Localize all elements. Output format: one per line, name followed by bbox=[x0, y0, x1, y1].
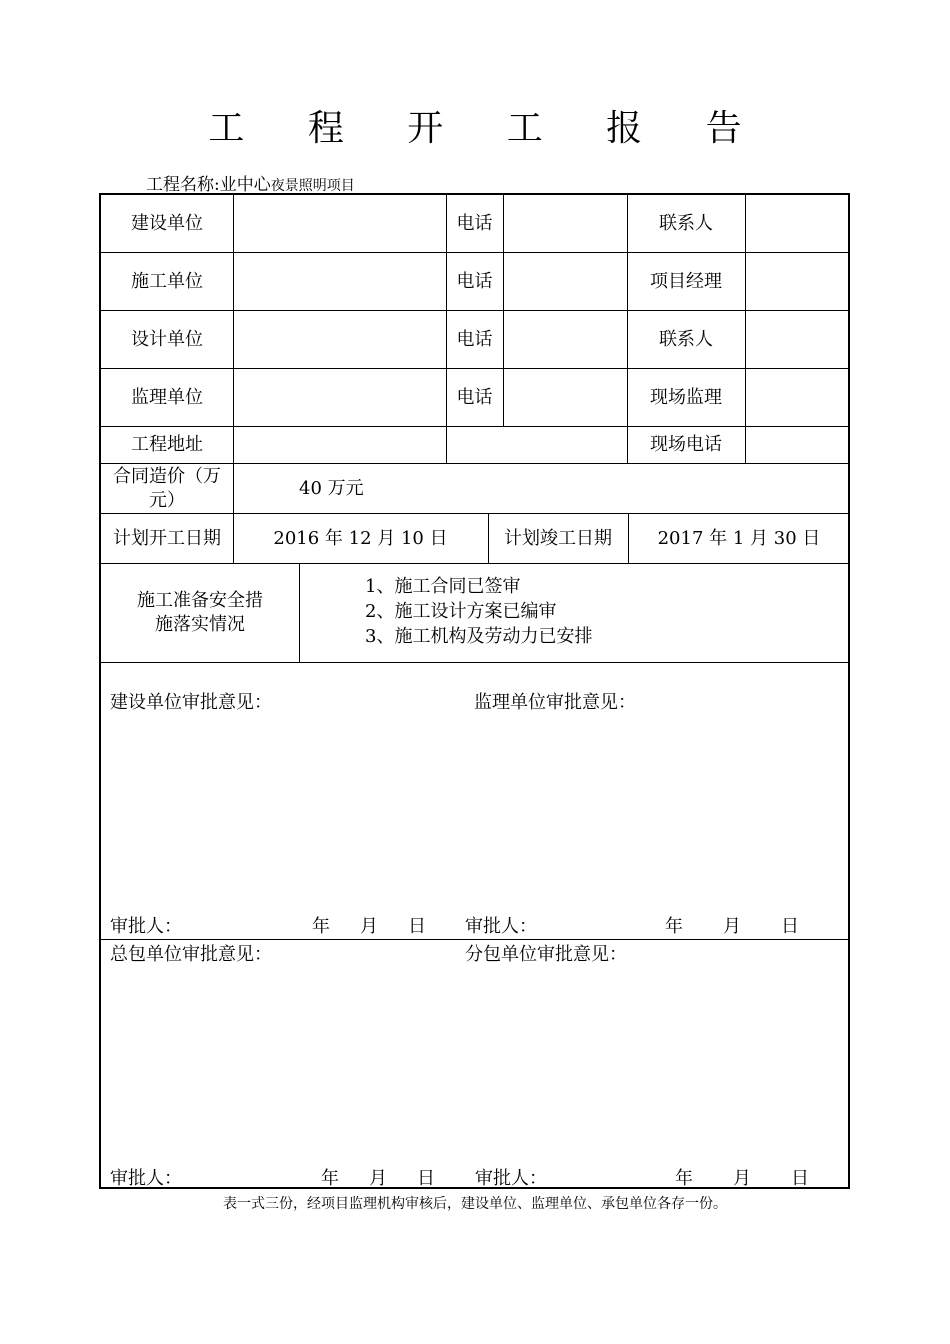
planned-start-label: 计划开工日期 bbox=[113, 527, 221, 549]
subcontractor-opinion-label: 分包单位审批意见： bbox=[465, 944, 627, 965]
phone-label: 电话 bbox=[456, 270, 493, 292]
day-label: 日 bbox=[417, 1168, 435, 1189]
site-supervisor-label: 现场监理 bbox=[650, 386, 722, 408]
col-divider bbox=[233, 195, 234, 463]
construction-unit-label: 施工单位 bbox=[131, 270, 203, 292]
list-item: 1、施工合同已签审 bbox=[365, 576, 521, 597]
safety-measures-list bbox=[365, 574, 592, 649]
list-item: 3、施工机构及劳动力已安排 bbox=[365, 626, 593, 647]
month-label: 月 bbox=[733, 1168, 751, 1189]
row-divider bbox=[101, 662, 850, 663]
project-name-label: 工程名称: bbox=[146, 175, 220, 195]
footer-note: 表一式三份，经项目监理机构审核后，建设单位、监理单位、承包单位各存一份。 bbox=[223, 1196, 727, 1212]
project-manager-label: 项目经理 bbox=[650, 270, 722, 292]
approver-label: 审批人： bbox=[110, 916, 182, 937]
builder-opinion-label: 建设单位审批意见： bbox=[110, 692, 272, 713]
design-unit-label: 设计单位 bbox=[131, 328, 203, 350]
year-label: 年 bbox=[321, 1168, 339, 1189]
day-label: 日 bbox=[408, 916, 426, 937]
site-phone-label: 现场电话 bbox=[650, 434, 722, 455]
project-name-part1: 业中心 bbox=[219, 175, 271, 195]
list-item: 2、施工设计方案已编审 bbox=[365, 601, 557, 622]
year-label: 年 bbox=[675, 1168, 693, 1189]
supervision-unit-label: 监理单位 bbox=[131, 386, 203, 408]
day-label: 日 bbox=[781, 916, 799, 937]
page-title: 工 程 开 工 报 告 bbox=[208, 108, 768, 149]
phone-label: 电话 bbox=[456, 386, 493, 408]
col-divider bbox=[745, 195, 746, 463]
planned-end-value: 2017 年 1 月 30 日 bbox=[657, 527, 821, 549]
year-label: 年 bbox=[665, 916, 683, 937]
planned-start-value: 2016 年 12 月 10 日 bbox=[273, 527, 448, 549]
approver-label: 审批人： bbox=[475, 1168, 547, 1189]
project-address-label: 工程地址 bbox=[131, 434, 203, 455]
contact-label: 联系人 bbox=[659, 328, 713, 350]
phone-label: 电话 bbox=[456, 328, 493, 350]
project-name-part2: 夜景照明项目 bbox=[270, 178, 355, 194]
approver-label: 审批人： bbox=[110, 1168, 182, 1189]
supervisor-opinion-label: 监理单位审批意见： bbox=[474, 692, 636, 713]
day-label: 日 bbox=[791, 1168, 809, 1189]
phone-label: 电话 bbox=[456, 212, 493, 234]
approver-label: 审批人： bbox=[465, 916, 537, 937]
contact-label: 联系人 bbox=[659, 212, 713, 234]
planned-end-label: 计划竣工日期 bbox=[504, 527, 612, 549]
month-label: 月 bbox=[369, 1168, 387, 1189]
contract-price-label: 合同造价（万元） bbox=[113, 465, 221, 511]
safety-measures-label: 施工准备安全措施落实情况 bbox=[137, 590, 263, 635]
contract-price-value: 40 万元 bbox=[299, 477, 364, 499]
year-label: 年 bbox=[312, 916, 330, 937]
month-label: 月 bbox=[360, 916, 378, 937]
builder-unit-label: 建设单位 bbox=[131, 212, 203, 234]
project-name-line bbox=[146, 170, 355, 195]
col-divider bbox=[503, 195, 504, 426]
month-label: 月 bbox=[723, 916, 741, 937]
col-divider bbox=[299, 563, 300, 662]
general-contractor-opinion-label: 总包单位审批意见： bbox=[110, 944, 272, 965]
